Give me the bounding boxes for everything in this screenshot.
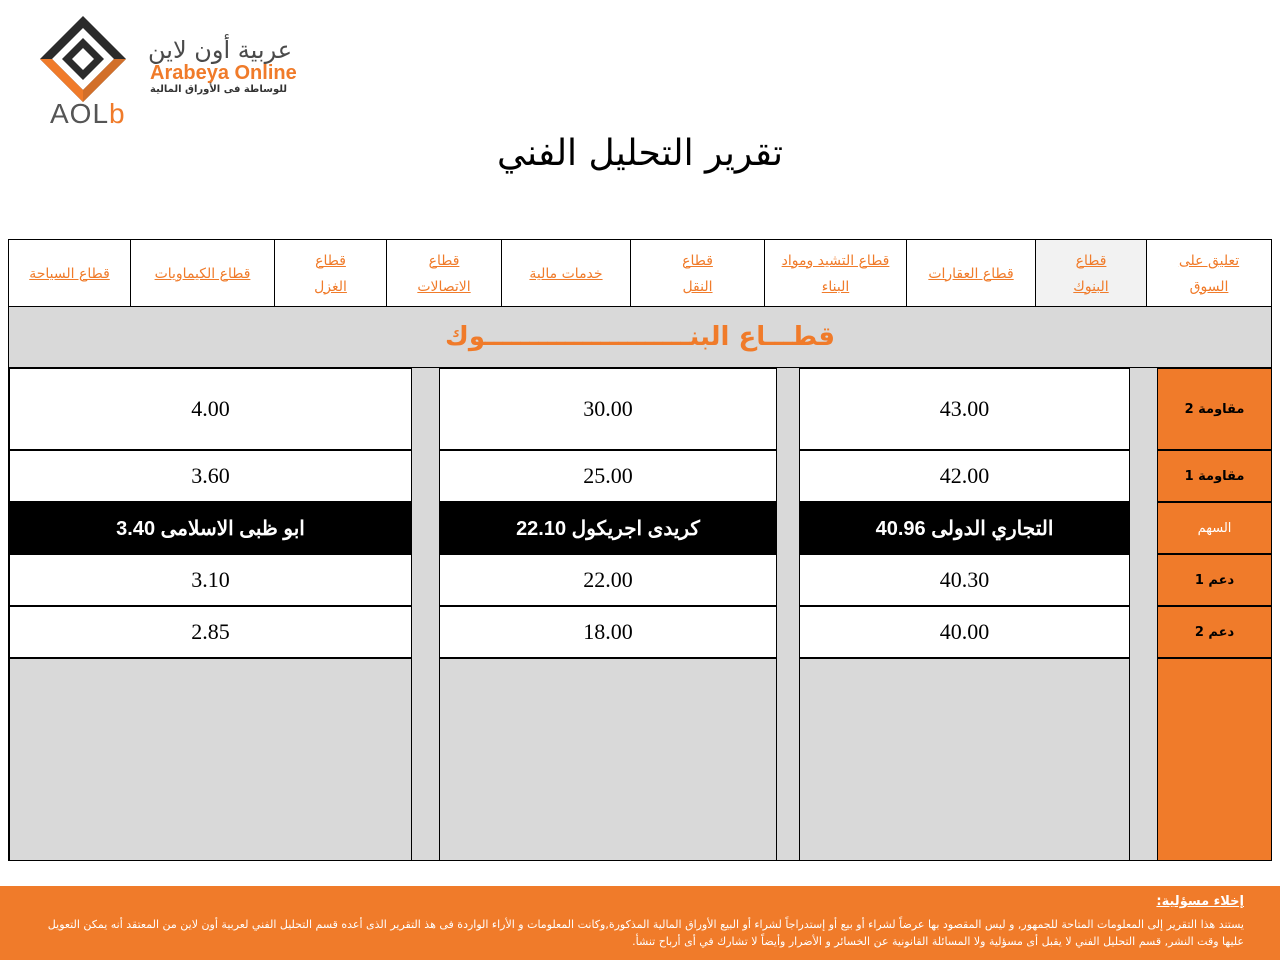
stock-column <box>439 368 777 861</box>
label-resistance2: مقاومة 2 <box>1157 368 1272 450</box>
nav-link[interactable]: تعليق على السوق <box>1178 252 1240 295</box>
logo-tagline: للوساطة فى الأوراق المالية <box>150 84 288 95</box>
blank-cell <box>439 658 777 861</box>
disclaimer-title: إخلاء مسؤلية: <box>1156 894 1244 909</box>
nav-link[interactable]: قطاع النقل <box>682 252 713 295</box>
stock-name: ابو ظبى الاسلامى 3.40 <box>9 502 412 554</box>
resistance2-value: 4.00 <box>9 368 412 450</box>
nav-real-estate[interactable] <box>906 240 1035 307</box>
stock-name: كريدى اجريكول 22.10 <box>439 502 777 554</box>
label-resistance1: مقاومة 1 <box>1157 450 1272 502</box>
nav-banks[interactable] <box>1035 240 1146 307</box>
nav-link[interactable]: قطاع السياحة <box>29 265 110 282</box>
sector-nav <box>8 239 1272 308</box>
support1-value: 3.10 <box>9 554 412 606</box>
label-stock: السهم <box>1157 502 1272 554</box>
nav-link[interactable]: قطاع البنوك <box>1073 252 1109 295</box>
resistance2-value: 30.00 <box>439 368 777 450</box>
row-labels-column <box>1157 368 1272 861</box>
label-support2: دعم 2 <box>1157 606 1272 658</box>
support2-value: 40.00 <box>799 606 1130 658</box>
nav-financial-services[interactable] <box>501 240 630 307</box>
disclaimer-footer <box>0 886 1280 960</box>
nav-transport[interactable] <box>630 240 764 307</box>
sector-title: قطـــاع البنـــــــــــــــــــــــوك <box>444 322 835 352</box>
sector-header <box>8 306 1272 368</box>
nav-market-commentary[interactable] <box>1146 240 1272 307</box>
stock-column <box>799 368 1130 861</box>
resistance1-value: 42.00 <box>799 450 1130 502</box>
nav-link[interactable]: قطاع التشيد ومواد البناء <box>781 252 890 295</box>
support1-value: 40.30 <box>799 554 1130 606</box>
logo-arabic-name: عربية أون لاين <box>148 36 293 64</box>
nav-link[interactable]: قطاع العقارات <box>928 265 1014 282</box>
nav-telecom[interactable] <box>386 240 501 307</box>
logo-mark-icon <box>38 14 128 104</box>
stock-column <box>9 368 412 861</box>
stock-name: التجاري الدولى 40.96 <box>799 502 1130 554</box>
nav-construction[interactable] <box>764 240 906 307</box>
nav-chemicals[interactable] <box>130 240 274 307</box>
support2-value: 2.85 <box>9 606 412 658</box>
disclaimer-text: يستند هذا التقرير إلى المعلومات المتاحة للجمهور, و ليس المقصود بها عرضاً لشراء أو بيع أو إستدراجاً لشراء أو البيع الأوراق المالية المذكورة,وكانت المعلومات و الأراء الواردة فى هذ التقرير الذى أعده قسم التحليل الفني لعربية أون لاين من المعتقد أنه يمكن التعويل عليها وقت النشر, قسم التحليل الفني لا يقبل أى مسؤلية ولا المسائلة القانونية عن الخسائر و الأضرار وأيضاً لا تشارك في أى أرباح تنشأ. <box>47 918 1244 948</box>
blank-cell <box>9 658 412 861</box>
resistance1-value: 25.00 <box>439 450 777 502</box>
nav-textiles[interactable] <box>274 240 386 307</box>
nav-link[interactable]: قطاع الكيماويات <box>154 265 251 282</box>
label-blank <box>1157 658 1272 861</box>
resistance2-value: 43.00 <box>799 368 1130 450</box>
nav-link[interactable]: خدمات مالية <box>529 265 603 282</box>
logo-short: AOLb <box>50 98 126 129</box>
nav-tourism[interactable] <box>8 240 130 307</box>
nav-link[interactable]: قطاع الاتصالات <box>417 252 471 295</box>
blank-cell <box>799 658 1130 861</box>
logo-english-name: Arabeya Online <box>150 62 297 84</box>
label-support1: دعم 1 <box>1157 554 1272 606</box>
page-title: تقرير التحليل الفني <box>496 133 784 174</box>
resistance1-value: 3.60 <box>9 450 412 502</box>
nav-link[interactable]: قطاع الغزل <box>314 252 347 295</box>
levels-grid <box>8 368 1272 861</box>
support1-value: 22.00 <box>439 554 777 606</box>
support2-value: 18.00 <box>439 606 777 658</box>
company-logo <box>30 14 350 129</box>
